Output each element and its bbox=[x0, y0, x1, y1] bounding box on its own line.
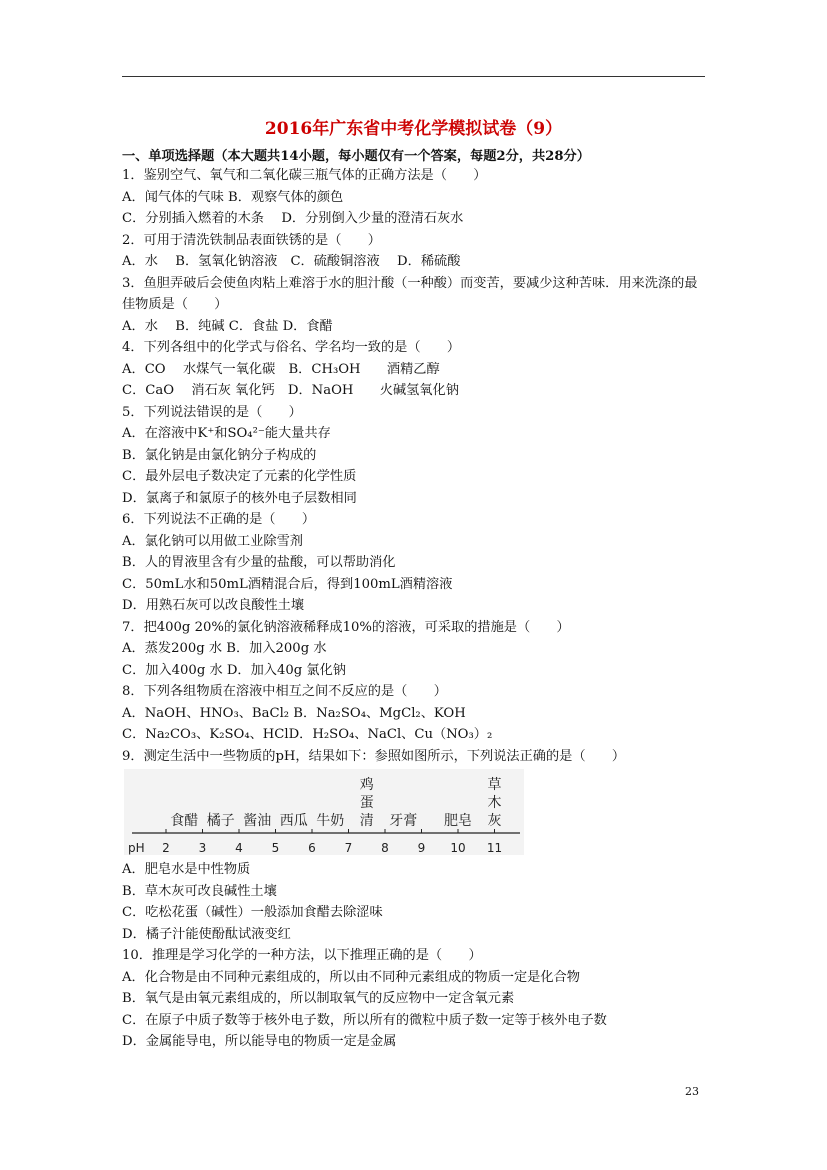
ph-scale-chart bbox=[124, 769, 524, 855]
option-line: D．橘子汁能使酚酞试液变红 bbox=[122, 926, 291, 942]
option-line: C．加入400g 水 D．加入40g 氯化钠 bbox=[122, 662, 346, 678]
option-line: A．水 B．氢氧化钠溶液 C．硫酸铜溶液 D．稀硫酸 bbox=[122, 254, 461, 269]
option-line: C．50mL水和50mL酒精混合后，得到100mL酒精溶液 bbox=[122, 576, 453, 592]
option-line: B．氯化钠是由氯化钠分子构成的 bbox=[122, 447, 317, 463]
substance-label: 鸡 bbox=[359, 777, 374, 793]
option-line: C．CaO 消石灰 氧化钙 D．NaOH 火碱氢氧化钠 bbox=[122, 383, 459, 398]
ph-tick-label: 3 bbox=[198, 841, 207, 855]
substance-label: 木 bbox=[487, 795, 502, 811]
question-line: 4．下列各组中的化学式与俗名、学名均一致的是（ ） bbox=[122, 340, 461, 355]
ph-tick-label: 2 bbox=[162, 841, 170, 855]
question-line: 8．下列各组物质在溶液中相互之间不反应的是（ ） bbox=[122, 684, 447, 699]
option-line: D．金属能导电，所以能导电的物质一定是金属 bbox=[122, 1034, 397, 1049]
substance-label: 牙膏 bbox=[389, 813, 418, 829]
ph-scale-figure bbox=[122, 767, 707, 859]
ph-tick-label: 9 bbox=[417, 841, 426, 855]
ph-tick-label: 7 bbox=[344, 841, 353, 855]
substance-label: 西瓜 bbox=[279, 813, 308, 829]
substance-label: 蛋 bbox=[359, 795, 374, 811]
ph-tick-label: 4 bbox=[235, 841, 243, 855]
ph-tick-label: 11 bbox=[486, 841, 503, 855]
option-line: A．在溶液中K⁺和SO₄²⁻能大量共存 bbox=[122, 426, 331, 441]
option-line: A．CO 水煤气一氧化碳 B．CH₃OH 酒精乙醇 bbox=[122, 361, 440, 377]
question-line: 7．把400g 20%的氯化钠溶液稀释成10%的溶液，可采取的措施是（ ） bbox=[122, 619, 570, 635]
question-line: 5．下列说法错误的是（ ） bbox=[122, 404, 302, 420]
substance-label: 食醋 bbox=[170, 813, 199, 829]
option-line: A．NaOH、HNO₃、BaCl₂ B．Na₂SO₄、MgCl₂、KOH bbox=[122, 705, 466, 721]
option-line: A．化合物是由不同种元素组成的，所以由不同种元素组成的物质一定是化合物 bbox=[122, 969, 580, 985]
option-line: A．闻气体的气味 B．观察气体的颜色 bbox=[122, 189, 344, 205]
option-line: C．分别插入燃着的木条 D．分别倒入少量的澄清石灰水 bbox=[122, 211, 464, 226]
substance-label: 清 bbox=[359, 813, 374, 829]
option-line: A．肥皂水是中性物质 bbox=[122, 862, 251, 877]
substance-label: 橘子 bbox=[206, 813, 235, 829]
option-line: D．氯离子和氯原子的核外电子层数相同 bbox=[122, 490, 357, 506]
substance-label: 灰 bbox=[487, 813, 502, 829]
page-title: 2016年广东省中考化学模拟试卷（9） bbox=[264, 119, 563, 139]
option-line: C．最外层电子数决定了元素的化学性质 bbox=[122, 469, 357, 484]
substance-label: 草 bbox=[487, 777, 502, 793]
option-line: D．用熟石灰可以改良酸性土壤 bbox=[122, 598, 305, 613]
question-line: 6．下列说法不正确的是（ ） bbox=[122, 512, 316, 527]
question-line: 2．可用于清洗铁制品表面铁锈的是（ ） bbox=[122, 232, 381, 248]
ph-tick-label: 6 bbox=[308, 841, 316, 855]
substance-label: 肥皂 bbox=[444, 813, 472, 829]
substance-label: 酱油 bbox=[243, 813, 272, 829]
option-line: A．氯化钠可以用做工业除雪剂 bbox=[122, 533, 303, 549]
question-body bbox=[122, 165, 707, 1053]
option-line: B．人的胃液里含有少量的盐酸，可以帮助消化 bbox=[122, 555, 396, 570]
option-line: A．蒸发200g 水 B．加入200g 水 bbox=[122, 641, 327, 656]
section-heading: 一、单项选择题（本大题共14小题，每小题仅有一个答案，每题2分，共28分） bbox=[122, 149, 590, 164]
option-line: C．Na₂CO₃、K₂SO₄、HClD．H₂SO₄、NaCl、Cu（NO₃）₂ bbox=[122, 727, 493, 742]
ph-axis-label: pH bbox=[128, 841, 145, 855]
option-line: C．在原子中质子数等于核外电子数，所以所有的微粒中质子数一定等于核外电子数 bbox=[122, 1012, 607, 1028]
option-line: B．氧气是由氧元素组成的，所以制取氧气的反应物中一定含氧元素 bbox=[122, 991, 515, 1006]
ph-tick-label: 8 bbox=[381, 841, 389, 855]
option-line: B．草木灰可改良碱性土壤 bbox=[122, 883, 277, 899]
option-line: A．水 B．纯碱 C．食盐 D．食醋 bbox=[122, 318, 333, 334]
header-rule bbox=[122, 76, 705, 77]
option-line: C．吃松花蛋（碱性）一般添加食醋去除涩味 bbox=[122, 905, 383, 920]
page-number: 23 bbox=[685, 1085, 699, 1098]
ph-tick-label: 10 bbox=[450, 841, 466, 855]
question-line: 3．鱼胆弄破后会使鱼肉粘上难溶于水的胆汁酸（一种酸）而变苦，要减少这种苦味．用来洗涤的最佳物质是（ ） bbox=[122, 275, 698, 312]
ph-tick-label: 5 bbox=[271, 841, 280, 855]
question-line: 9．测定生活中一些物质的pH，结果如下：参照如图所示，下列说法正确的是（ ） bbox=[122, 748, 626, 764]
question-line: 10．推理是学习化学的一种方法，以下推理正确的是（ ） bbox=[122, 948, 482, 963]
substance-label: 牛奶 bbox=[316, 813, 345, 829]
question-line: 1．鉴别空气、氧气和二氧化碳三瓶气体的正确方法是（ ） bbox=[122, 168, 487, 183]
